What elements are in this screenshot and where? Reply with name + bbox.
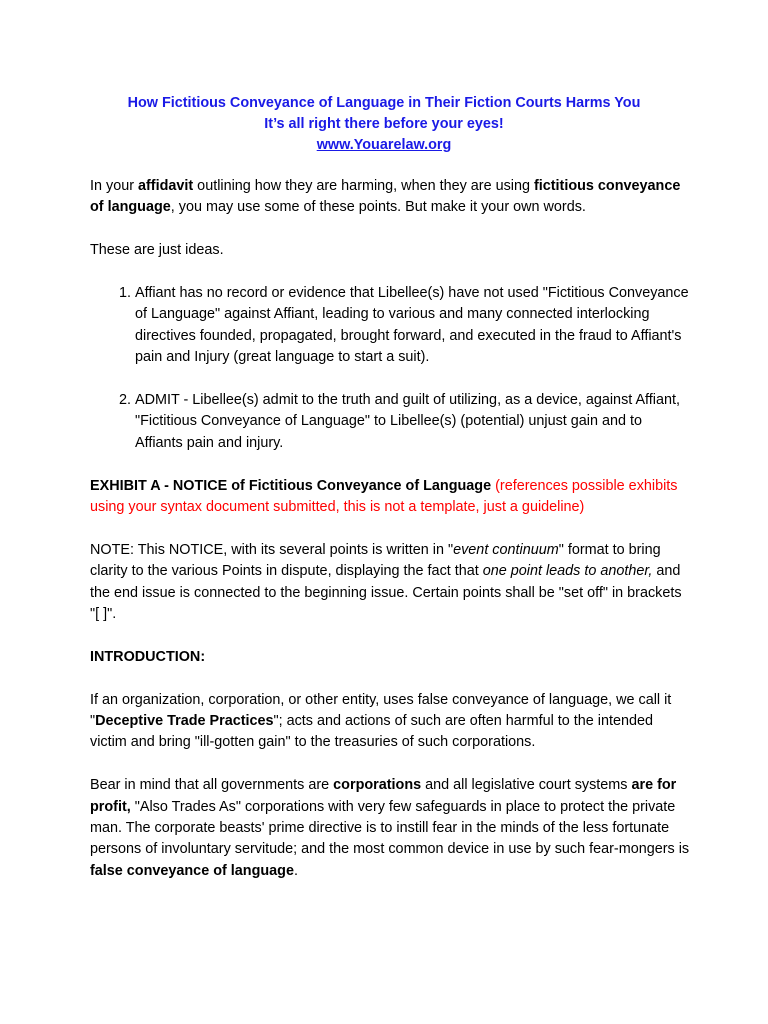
- corporations-paragraph: Bear in mind that all governments are corporations and all legislative court systems are for profit, "Also Trades As" corporations with very few safeguards in place to protect the private man. The corporate beasts' prime directive is to instill fear in the minds of the less fortunate persons of involuntary servitude; and the most common device in use by such fear-mongers is false conveyance of language.: [90, 777, 690, 879]
- introduction-heading: INTRODUCTION:: [90, 648, 206, 665]
- document-subtitle: It’s all right there before your eyes!: [264, 116, 504, 132]
- document-body: [90, 176, 690, 904]
- exhibit-note: (references possible exhibits using your syntax document submitted, this is not a template, just a guideline): [90, 477, 678, 516]
- intro-paragraph: In your affidavit outlining how they are harming, when they are using fictitious conveyance of language, you may use some of these points. But make it your own words.: [90, 178, 681, 216]
- fictitious-conveyance-term: fictitious conveyance of language: [90, 178, 681, 216]
- website-link[interactable]: www.Youarelaw.org: [316, 137, 452, 153]
- note-paragraph: NOTE: This NOTICE, with its several points is written in "event continuum" format to bring clarity to the various Points in dispute, displaying the fact that one point leads to another, and the end issue is connected to the beginning issue. Certain points shall be "set off" in brackets "[ ]".: [90, 541, 682, 623]
- exhibit-heading: EXHIBIT A - NOTICE of Fictitious Conveyance of Language (references possible exhibits using your syntax document submitted, this is not a template, just a guideline): [90, 477, 678, 516]
- list-item: 1. Affiant has no record or evidence that Libellee(s) have not used "Fictitious Conveyance of Language" against Affiant, leading to various and many connected interlocking directives founded, propagated, brought forward, and executed in the fraud to Affiant's pain and Injury (great language to start a suit).: [135, 283, 690, 369]
- points-list: [90, 283, 690, 454]
- document-header: [0, 93, 768, 156]
- deceptive-trade-paragraph: If an organization, corporation, or other entity, uses false conveyance of language, we call it "Deceptive Trade Practices"; acts and actions of such are often harmful to the intended victim and bring "ill-gotten gain" to the treasuries of such corporations.: [90, 691, 672, 751]
- ideas-paragraph: These are just ideas.: [90, 242, 224, 259]
- list-item: 2. ADMIT - Libellee(s) admit to the truth and guilt of utilizing, as a device, against Affiant, "Fictitious Conveyance of Language" to Libellee(s) (potential) unjust gain and to Affiants pain and injury.: [135, 390, 690, 454]
- document-title: How Fictitious Conveyance of Language in Their Fiction Courts Harms You: [127, 95, 641, 111]
- affidavit-term: affidavit: [138, 178, 194, 194]
